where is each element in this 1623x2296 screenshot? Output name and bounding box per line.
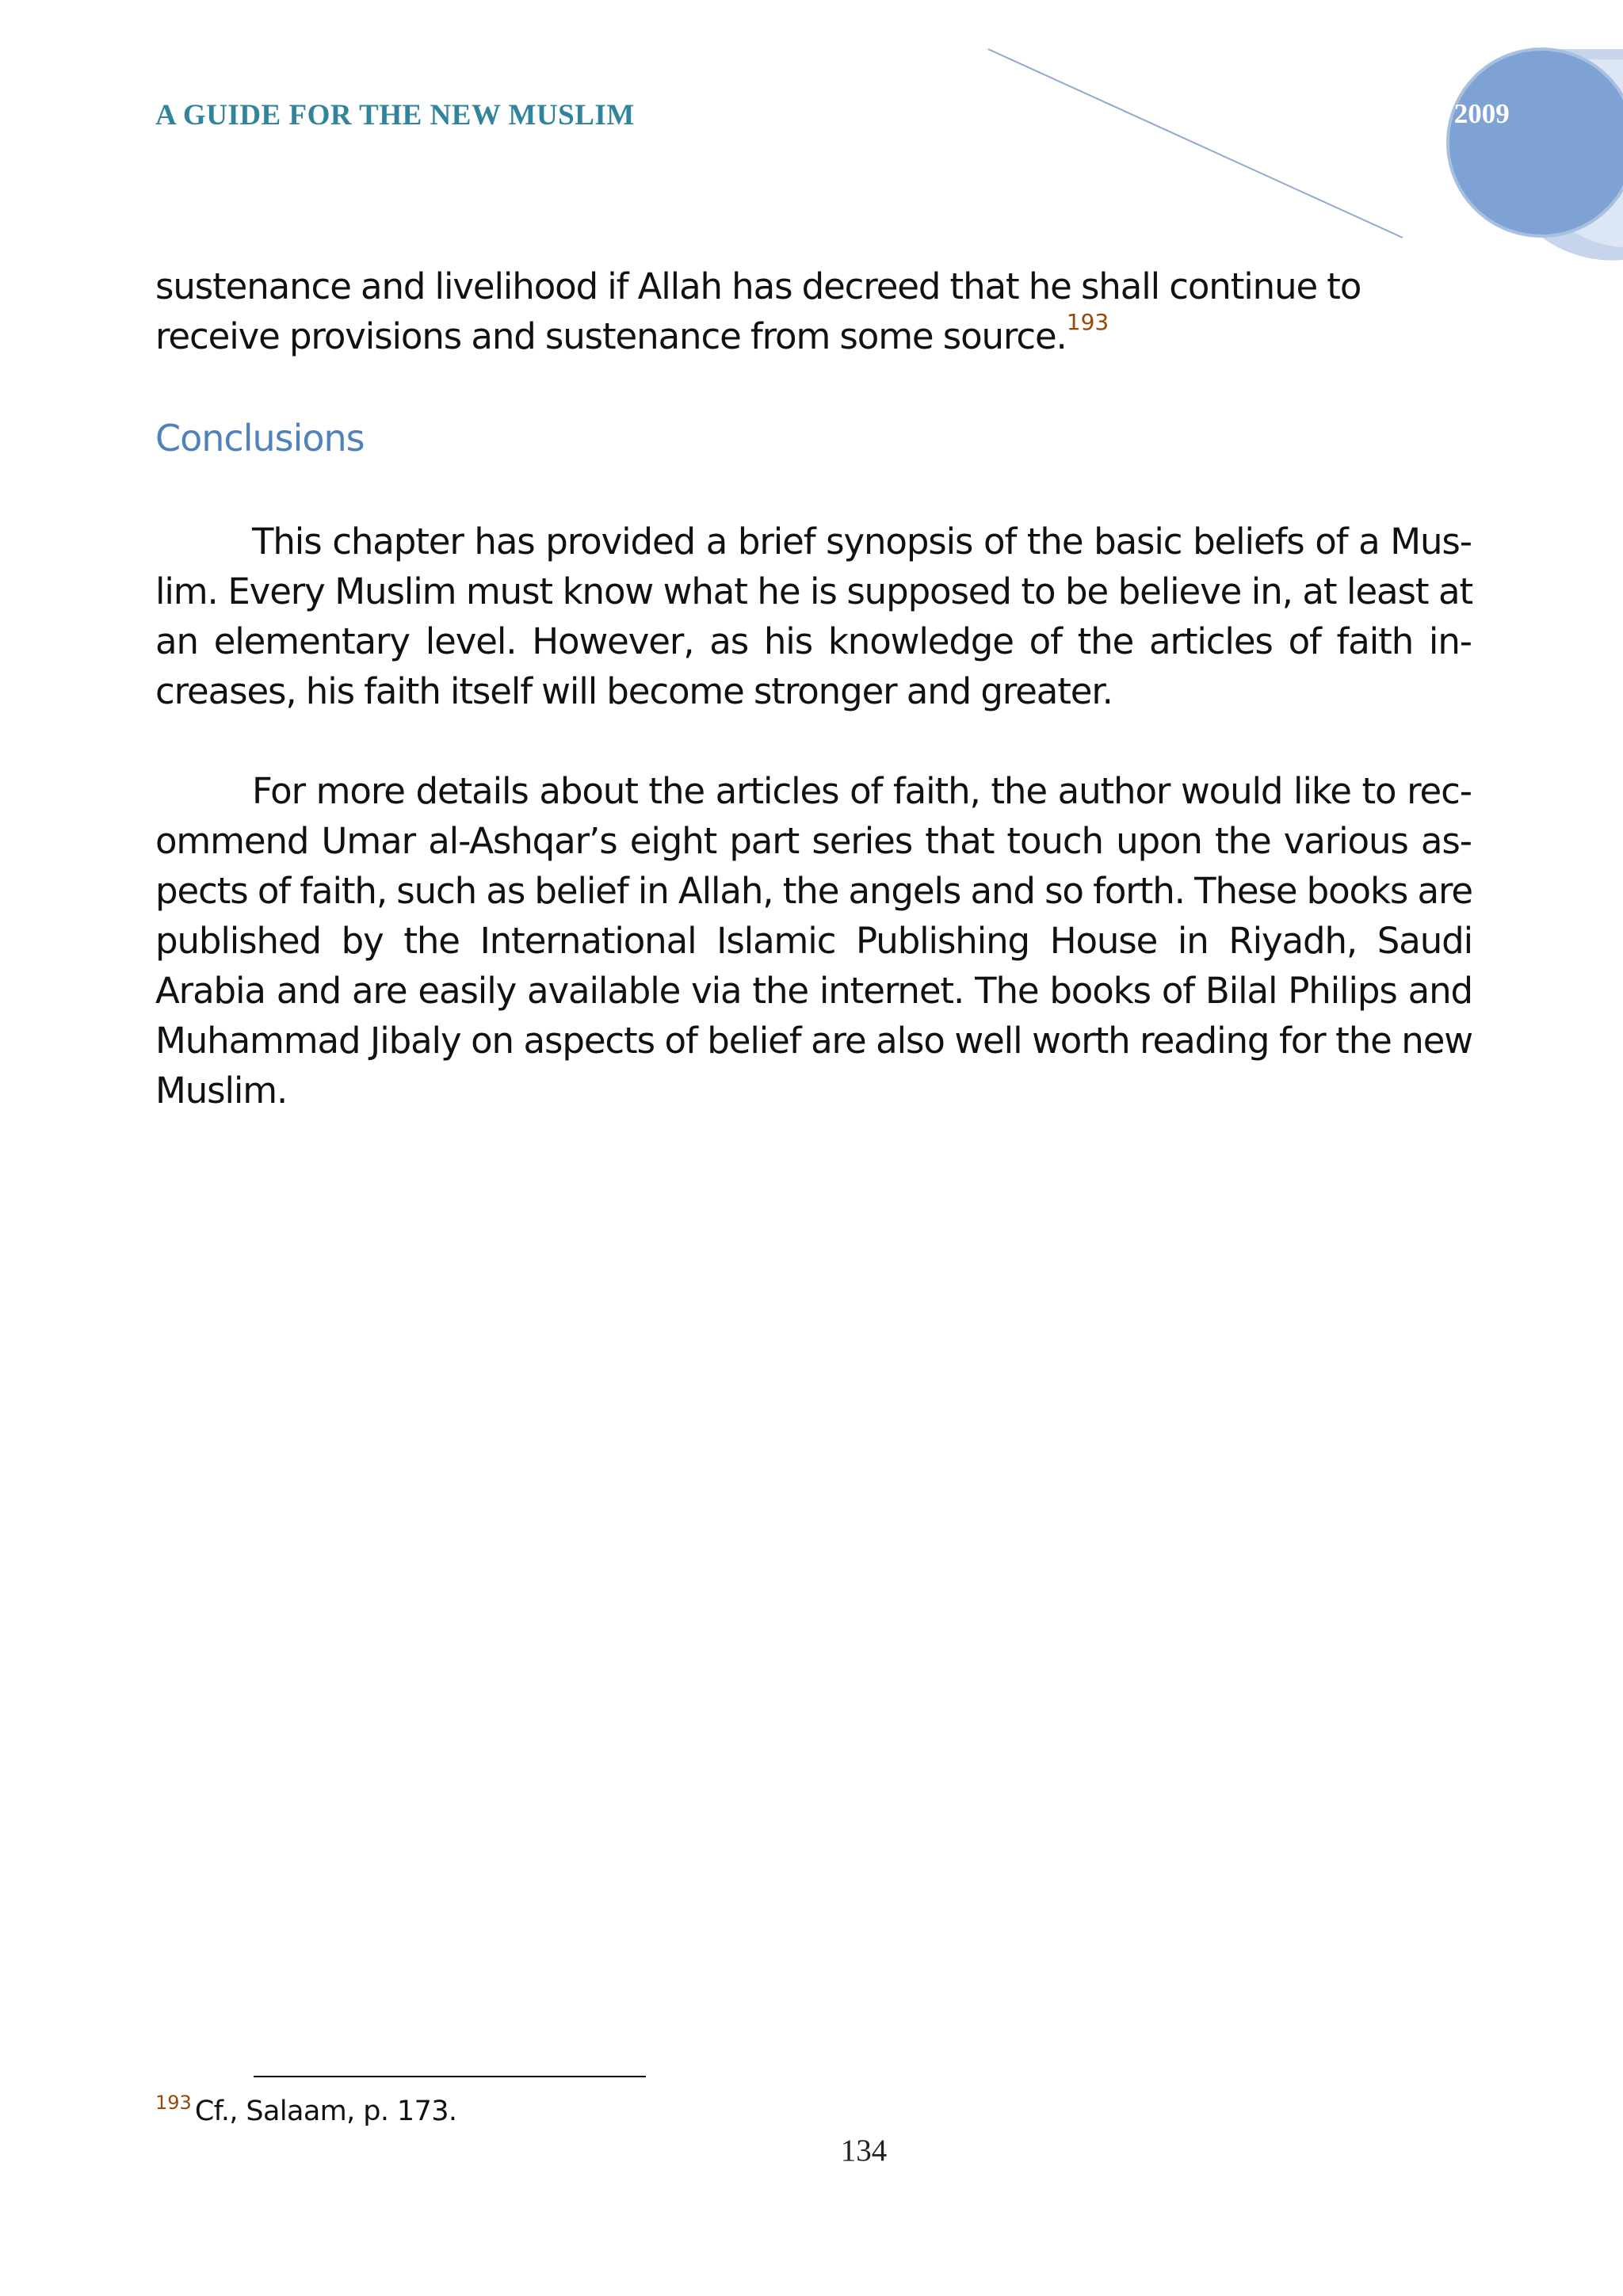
continuation-text: sustenance and livelihood if Allah has decreed that he shall continue to receive provisions and sustenance from some source. [155, 265, 1361, 357]
running-header-year: 1430 2009 [1392, 98, 1510, 129]
body-paragraph-2: For more details about the articles of faith, the author would like to recommend Umar al-Ashqar’s eight part series that touch upon the various aspects of faith, such as belief in Allah, the angels and so forth. These books are published by the International Islamic Publishing House in Riyadh, Saudi Arabia and are easily available via the internet. The books of Bilal Philips and Muhammad Jibaly on aspects of belief are also well worth reading for the new Muslim. [155, 770, 1472, 1112]
header-decoration [975, 40, 1623, 277]
footnote-number: 193 [155, 2092, 192, 2114]
footnote-reference[interactable]: 193 [1066, 309, 1109, 335]
footnote-separator [254, 2076, 646, 2077]
section-heading: Conclusions [155, 417, 365, 460]
footnote-text: Cf., Salaam, p. 173. [194, 2096, 457, 2127]
footnote [155, 2092, 456, 2127]
body-paragraph-1: This chapter has provided a brief synopsis of the basic beliefs of a Muslim. Every Muslim must know what he is supposed to be believe in, at least at an elementary level. However, as his knowledge of the articles of faith increases, his faith itself will become stronger and greater. [155, 521, 1472, 712]
running-header-title: A GUIDE FOR THE NEW MUSLIM [155, 99, 635, 132]
header-diagonal-line [988, 49, 1403, 238]
page-number: 134 [840, 2134, 888, 2168]
continuation-paragraph [155, 261, 1472, 361]
